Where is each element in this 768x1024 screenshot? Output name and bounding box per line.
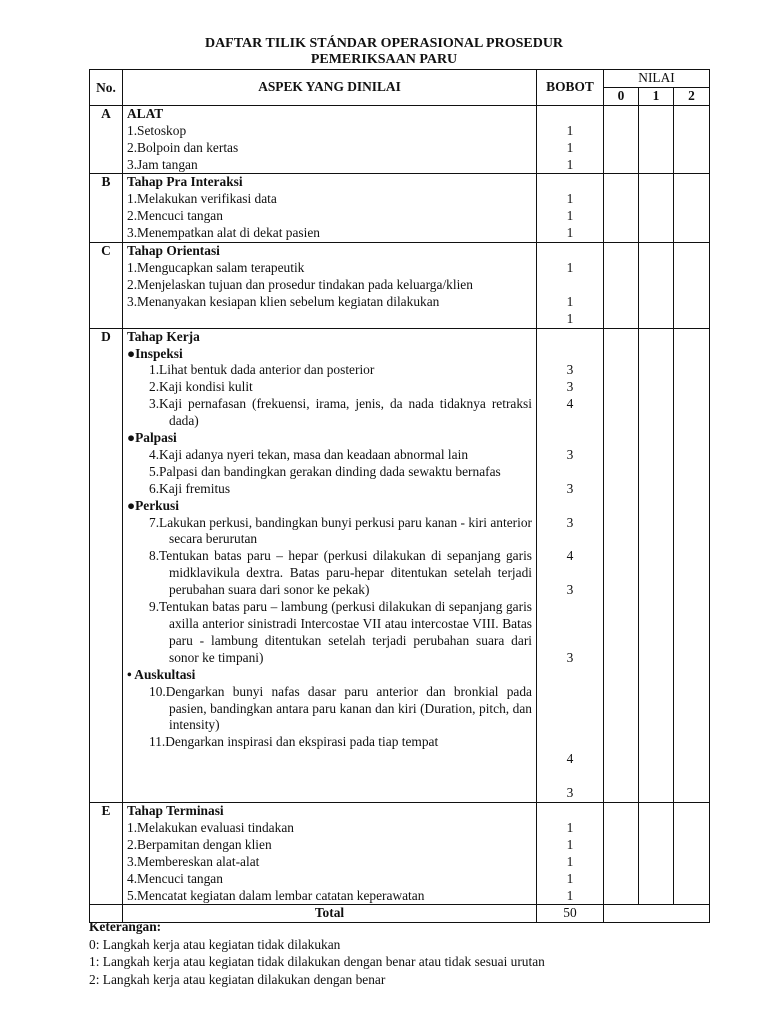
- section-d-item-1: 1.Lihat bentuk dada anterior dan posterior: [149, 362, 375, 378]
- total-label: Total: [123, 905, 537, 923]
- section-e-content: [123, 802, 537, 904]
- bobot-value: 3: [566, 480, 574, 496]
- section-a-item-2: 2.Bolpoin dan kertas: [127, 139, 239, 155]
- section-d-item-9: 9.Tentukan batas paru – lambung (perkusi dilakukan di sepanjang garis axilla anterior sinistradi Intercostae VII atau intercostae VIII. Batas paru - lambung ditentukan setelah terjadi perubahan suara dari sonor ke timpani): [149, 599, 532, 665]
- nilai-2-cell[interactable]: [674, 243, 710, 329]
- section-d-item-10: 10.Dengarkan bunyi nafas dasar paru anterior dan bronkial pada pasien, bandingkan antara paru kanan dan kiri (Duration, pitch, dan intensity): [149, 683, 532, 733]
- section-d-item-5: 5.Palpasi dan bandingkan gerakan dinding dada sewaktu bernafas: [149, 463, 501, 479]
- nilai-2-cell[interactable]: [674, 105, 710, 174]
- nilai-0-cell[interactable]: [604, 174, 639, 243]
- keterangan: [89, 918, 545, 988]
- section-a-row: [90, 105, 710, 174]
- bobot-value: 1: [566, 225, 574, 241]
- section-c-row: [90, 243, 710, 329]
- section-e-item-3: 3.Membereskan alat-alat: [127, 853, 260, 869]
- bobot-value: 4: [566, 751, 574, 767]
- nilai-1-cell[interactable]: [639, 802, 674, 904]
- section-e-code: E: [90, 802, 123, 904]
- bobot-value: 1: [566, 836, 574, 852]
- section-b-content: [123, 174, 537, 243]
- bobot-value: 1: [566, 887, 574, 903]
- section-d-code: D: [90, 328, 123, 802]
- bobot-value: 3: [566, 362, 574, 378]
- section-c-bobot: [537, 243, 604, 329]
- section-d-content: [123, 328, 537, 802]
- bobot-value: 3: [566, 649, 574, 665]
- section-d-item-4: 4.Kaji adanya nyeri tekan, masa dan keadaan abnormal lain: [149, 446, 469, 462]
- nilai-2-cell[interactable]: [674, 802, 710, 904]
- section-d-item-2: 2.Kaji kondisi kulit: [149, 379, 253, 395]
- nilai-0-cell[interactable]: [604, 243, 639, 329]
- section-b-code: B: [90, 174, 123, 243]
- nilai-0-cell[interactable]: [604, 802, 639, 904]
- section-e-bobot: [537, 802, 604, 904]
- section-a-code: A: [90, 105, 123, 174]
- document-title-line2: PEMERIKSAAN PARU: [310, 52, 458, 67]
- nilai-0-cell[interactable]: [604, 105, 639, 174]
- subheading-auskultasi: • Auskultasi: [127, 666, 196, 682]
- checklist-table: [89, 69, 710, 923]
- section-a-bobot: [537, 105, 604, 174]
- bobot-value: 1: [566, 208, 574, 224]
- header-nilai-2: 2: [674, 87, 710, 105]
- section-d-item-11: 11.Dengarkan inspirasi dan ekspirasi pada tiap tempat: [149, 734, 439, 750]
- keterangan-line-1: 1: Langkah kerja atau kegiatan tidak dilakukan dengan benar atau tidak sesuai urutan: [89, 954, 545, 969]
- header-nilai-0: 0: [604, 87, 639, 105]
- subheading-inspeksi: ●Inspeksi: [127, 345, 183, 361]
- section-c-content: [123, 243, 537, 329]
- nilai-1-cell[interactable]: [639, 105, 674, 174]
- header-nilai: NILAI: [604, 70, 710, 88]
- bobot-value: 1: [566, 310, 574, 326]
- bobot-value: 1: [566, 870, 574, 886]
- bobot-value: 1: [566, 191, 574, 207]
- header-nilai-1: 1: [639, 87, 674, 105]
- bobot-value: 4: [566, 548, 574, 564]
- bobot-value: 3: [566, 379, 574, 395]
- bobot-value: 3: [566, 785, 574, 801]
- total-nilai-cell[interactable]: [604, 905, 710, 923]
- section-e-item-4: 4.Mencuci tangan: [127, 870, 223, 886]
- section-d-item-7: 7.Lakukan perkusi, bandingkan bunyi perkusi paru kanan - kiri anterior secara berurutan: [149, 514, 532, 547]
- total-value: 50: [537, 905, 604, 923]
- keterangan-line-2: 2: Langkah kerja atau kegiatan dilakukan dengan benar: [89, 971, 386, 987]
- header-bobot: BOBOT: [537, 70, 604, 106]
- section-d-item-6: 6.Kaji fremitus: [149, 480, 231, 496]
- section-e-title: Tahap Terminasi: [127, 802, 224, 818]
- section-d-bobot: [537, 328, 604, 802]
- bobot-value: 1: [566, 293, 574, 309]
- nilai-1-cell[interactable]: [639, 174, 674, 243]
- subheading-perkusi: ●Perkusi: [127, 497, 179, 513]
- section-b-item-1: 1.Melakukan verifikasi data: [127, 191, 277, 207]
- bobot-value: 1: [566, 819, 574, 835]
- nilai-2-cell[interactable]: [674, 328, 710, 802]
- bobot-value: 1: [566, 122, 574, 138]
- bobot-value: 1: [566, 139, 574, 155]
- section-e-item-2: 2.Berpamitan dengan klien: [127, 836, 272, 852]
- nilai-2-cell[interactable]: [674, 174, 710, 243]
- nilai-0-cell[interactable]: [604, 328, 639, 802]
- section-d-item-3: 3.Kaji pernafasan (frekuensi, irama, jenis, da nada tidaknya retraksi dada): [149, 396, 532, 429]
- bobot-value: 1: [566, 259, 574, 275]
- section-a-title: ALAT: [127, 105, 164, 121]
- section-b-item-3: 3.Menempatkan alat di dekat pasien: [127, 225, 320, 241]
- section-c-code: C: [90, 243, 123, 329]
- keterangan-line-0: 0: Langkah kerja atau kegiatan tidak dilakukan: [89, 936, 341, 952]
- section-c-item-3: 3.Menanyakan kesiapan klien sebelum kegiatan dilakukan: [127, 293, 440, 309]
- section-d-title: Tahap Kerja: [127, 328, 200, 344]
- section-e-item-5: 5.Mencatat kegiatan dalam lembar catatan keperawatan: [127, 887, 425, 903]
- bobot-value: 3: [566, 514, 574, 530]
- bobot-value: 3: [566, 582, 574, 598]
- section-e-row: [90, 802, 710, 904]
- bobot-value: 3: [566, 446, 574, 462]
- keterangan-title: Keterangan:: [89, 919, 162, 934]
- header-no: No.: [90, 70, 123, 106]
- section-b-item-2: 2.Mencuci tangan: [127, 208, 223, 224]
- subheading-palpasi: ●Palpasi: [127, 430, 177, 446]
- section-b-title: Tahap Pra Interaksi: [127, 174, 243, 190]
- nilai-1-cell[interactable]: [639, 243, 674, 329]
- bobot-value: 4: [566, 396, 574, 412]
- section-c-item-1: 1.Mengucapkan salam terapeutik: [127, 259, 305, 275]
- section-d-item-8: 8.Tentukan batas paru – hepar (perkusi dilakukan di sepanjang garis midklavikula dextra. Batas paru-hepar ditentukan setelah terjadi perubahan suara dari sonor ke pekak): [149, 548, 532, 598]
- nilai-1-cell[interactable]: [639, 328, 674, 802]
- section-d-row: [90, 328, 710, 802]
- section-b-row: [90, 174, 710, 243]
- section-a-item-1: 1.Setoskop: [127, 122, 187, 138]
- bobot-value: 1: [566, 853, 574, 869]
- bobot-value: 1: [566, 156, 574, 172]
- header-aspek: ASPEK YANG DINILAI: [123, 70, 537, 106]
- document-title-line1: DAFTAR TILIK STÁNDAR OPERASIONAL PROSEDUR: [204, 36, 564, 51]
- section-a-item-3: 3.Jam tangan: [127, 156, 198, 172]
- section-c-title: Tahap Orientasi: [127, 243, 220, 259]
- section-e-item-1: 1.Melakukan evaluasi tindakan: [127, 819, 294, 835]
- section-c-item-2: 2.Menjelaskan tujuan dan prosedur tindakan pada keluarga/klien: [127, 276, 473, 292]
- section-a-content: [123, 105, 537, 174]
- section-b-bobot: [537, 174, 604, 243]
